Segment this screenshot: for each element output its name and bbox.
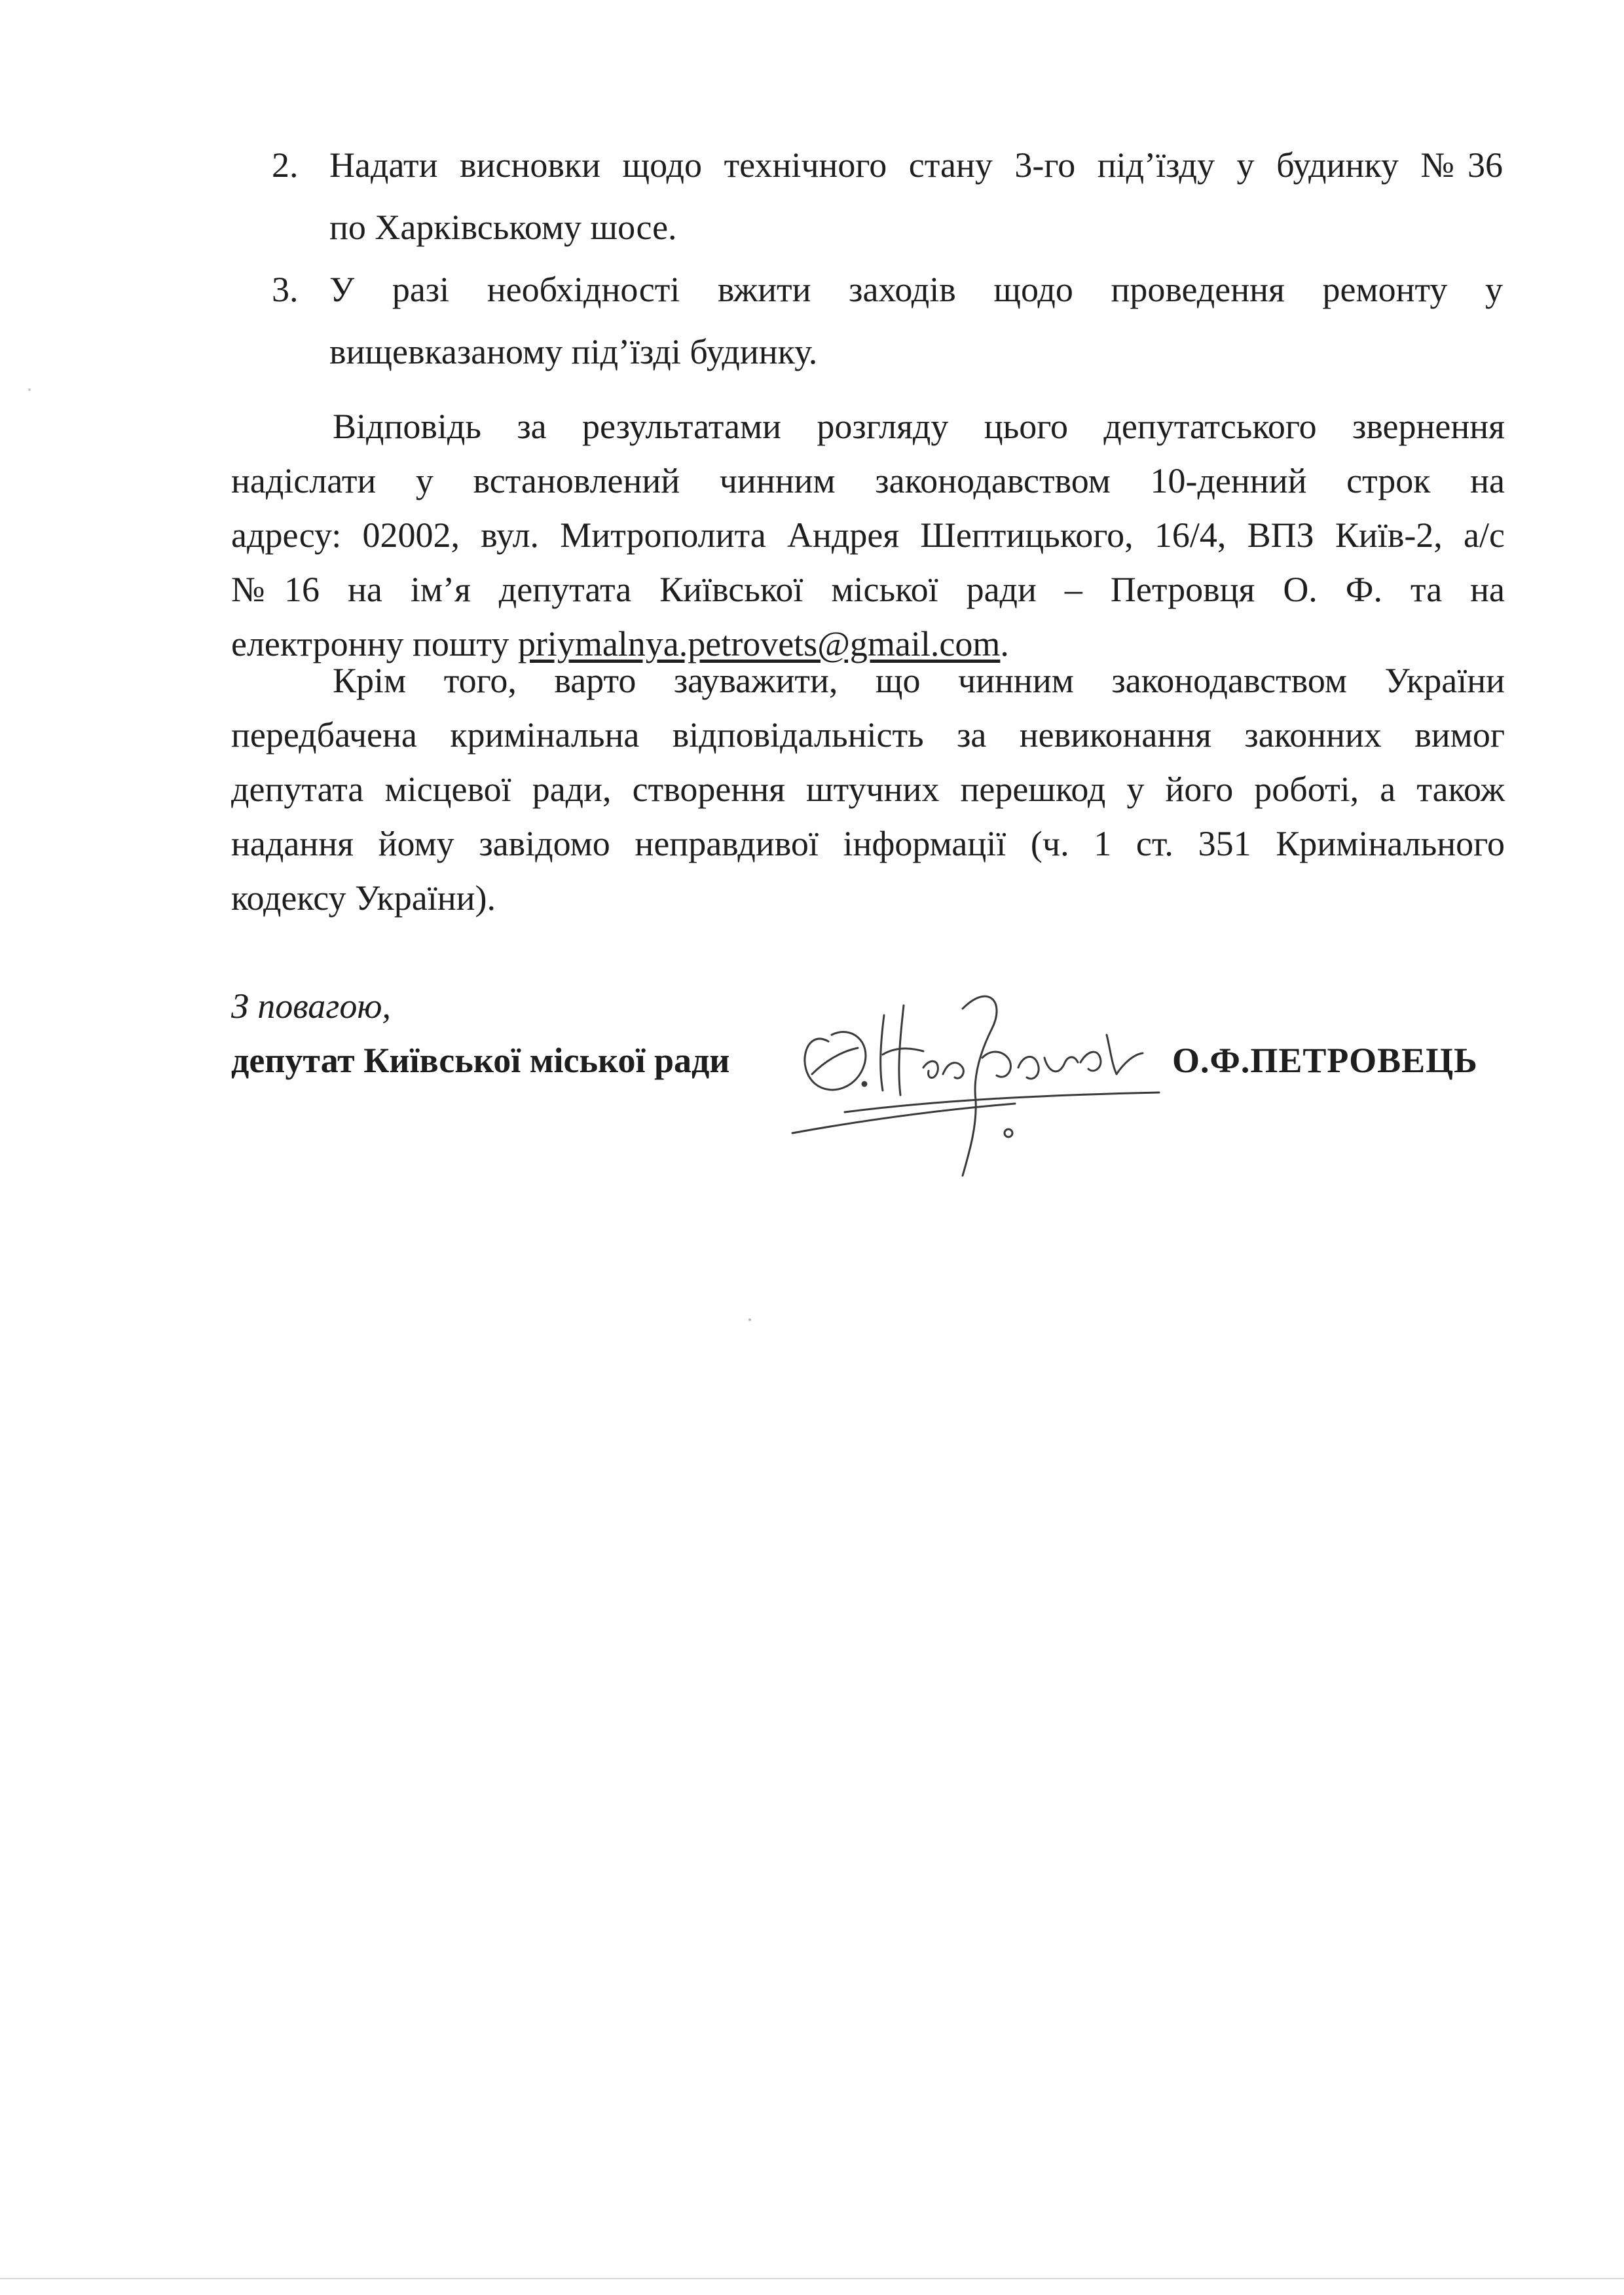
scan-speck [747,1316,753,1323]
list-item-line: У разі необхідності вжити заходів щодо проведення ремонту у [329,270,1503,309]
list-number: 3. [272,270,299,309]
closing-phrase: З повагою, [231,986,391,1026]
paragraph-line: надання йому завідомо неправдивої інформації (ч. 1 ст. 351 Кримінального [231,824,1505,863]
email-suffix: . [1000,624,1009,663]
list-item-line: по Харківському шосе. [329,208,677,247]
handwritten-signature [766,943,1172,1192]
list-number: 2. [272,145,299,185]
scan-edge-line [0,2278,1624,2279]
paragraph-line: №16 на ім’я депутата Київської міської ради – Петровця О. Ф. та на [231,570,1505,609]
list-item-3 [272,259,1503,383]
list-item-line: вищевказаному під’їзді будинку. [329,332,818,371]
scan-speck [26,386,33,393]
paragraph-line: Відповідь за результатами розгляду цього депутатського звернення [333,407,1505,446]
liability-paragraph [231,654,1505,925]
paragraph-line: передбачена кримінальна відповідальність за невиконання законних вимог [231,715,1505,755]
signer-position: депутат Київської міської ради [231,1041,730,1080]
email-prefix: електронну пошту [231,624,518,663]
signer-name: О.Ф.ПЕТРОВЕЦЬ [1172,1041,1478,1080]
numbered-list [272,134,1503,383]
response-paragraph [231,400,1505,671]
paragraph-line: надіслати у встановлений чинним законодавством 10-денний строк на [231,461,1505,500]
paragraph-line: Крім того, варто зауважити, що чинним законодавством України [333,661,1505,700]
list-item-line: Надати висновки щодо технічного стану 3-го під’їзду у будинку №36 [329,145,1503,185]
paragraph-line: депутата місцевої ради, створення штучних перешкод у його роботі, а також [231,770,1505,809]
paragraph-line: кодексу України). [231,878,496,918]
paragraph-line: адресу: 02002, вул. Митрополита Андрея Шептицького, 16/4, ВПЗ Київ-2, а/с [231,515,1505,555]
email-link[interactable]: priymalnya.petrovets@gmail.com [517,624,1001,663]
list-item-2 [272,134,1503,259]
